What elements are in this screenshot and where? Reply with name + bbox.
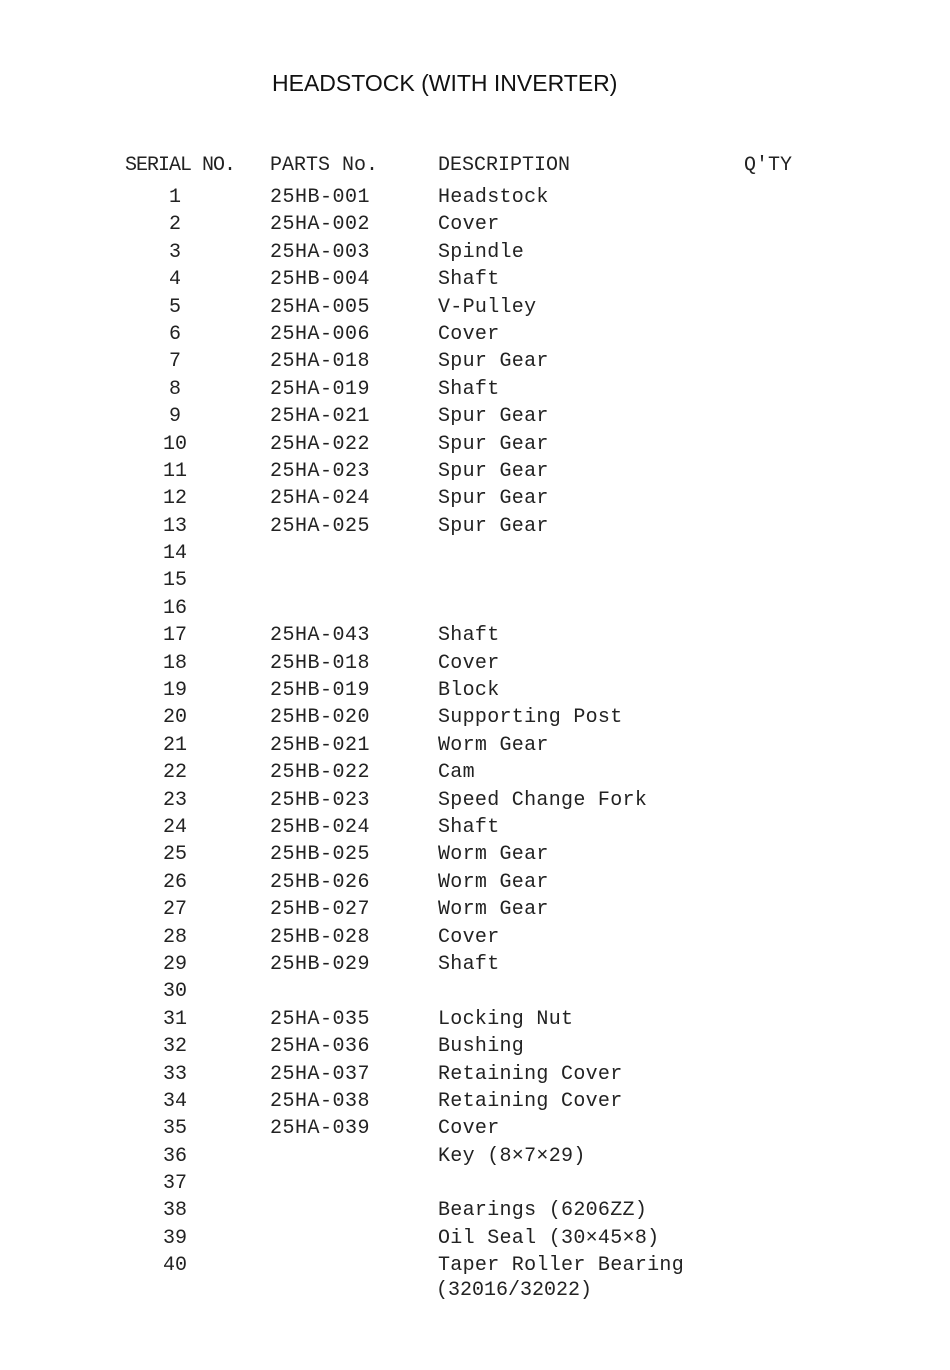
table-row bbox=[0, 704, 950, 731]
part-no-cell: 25HA-035 bbox=[270, 1007, 371, 1031]
description-continuation: (32016/32022) bbox=[436, 1279, 593, 1302]
serial-cell: 33 bbox=[162, 1062, 187, 1086]
table-row bbox=[0, 376, 950, 403]
serial-cell: 12 bbox=[162, 487, 187, 511]
part-no-cell: 25HA-037 bbox=[270, 1062, 371, 1086]
description-cell: Worm Gear bbox=[438, 733, 549, 757]
part-no-cell: 25HB-004 bbox=[270, 268, 371, 292]
description-cell: Spur Gear bbox=[438, 432, 549, 456]
part-no-cell: 25HB-027 bbox=[270, 898, 371, 922]
serial-cell: 40 bbox=[162, 1254, 187, 1278]
description-cell: Spur Gear bbox=[438, 405, 549, 429]
description-cell: Spur Gear bbox=[438, 487, 549, 511]
part-no-cell: 25HA-023 bbox=[270, 459, 371, 483]
serial-cell: 18 bbox=[162, 651, 187, 675]
serial-cell: 26 bbox=[162, 870, 187, 894]
part-no-cell: 25HB-018 bbox=[270, 651, 371, 675]
serial-cell: 19 bbox=[162, 679, 187, 703]
part-no-cell: 25HA-003 bbox=[270, 240, 371, 264]
part-no-cell: 25HB-024 bbox=[270, 815, 371, 839]
description-cell: Worm Gear bbox=[438, 843, 549, 867]
serial-cell: 10 bbox=[162, 432, 187, 456]
description-cell: Retaining Cover bbox=[438, 1062, 623, 1086]
serial-cell: 22 bbox=[162, 761, 187, 785]
part-no-cell: 25HB-021 bbox=[270, 733, 371, 757]
description-cell: Taper Roller Bearing bbox=[438, 1254, 685, 1278]
description-cell: Spindle bbox=[438, 240, 525, 264]
table-row bbox=[0, 348, 950, 375]
serial-cell: 32 bbox=[162, 1035, 187, 1059]
table-row bbox=[0, 1170, 950, 1197]
table-row bbox=[0, 184, 950, 211]
description-cell: Bushing bbox=[438, 1035, 525, 1059]
description-cell: Speed Change Fork bbox=[438, 788, 648, 812]
description-cell: Shaft bbox=[438, 377, 500, 401]
serial-cell: 5 bbox=[168, 295, 181, 319]
serial-cell: 31 bbox=[162, 1007, 187, 1031]
description-cell: Cover bbox=[438, 925, 500, 949]
table-row bbox=[0, 595, 950, 622]
table-row bbox=[0, 759, 950, 786]
serial-cell: 4 bbox=[168, 268, 181, 292]
table-row bbox=[0, 1115, 950, 1142]
description-cell: Cover bbox=[438, 322, 500, 346]
table-row bbox=[0, 896, 950, 923]
table-row bbox=[0, 787, 950, 814]
serial-cell: 3 bbox=[168, 240, 181, 264]
serial-cell: 13 bbox=[162, 514, 187, 538]
table-row bbox=[0, 841, 950, 868]
table-row bbox=[0, 458, 950, 485]
column-header-description: DESCRIPTION bbox=[438, 154, 571, 177]
column-header-serial: SERIAL NO. bbox=[125, 154, 236, 177]
part-no-cell: 25HA-019 bbox=[270, 377, 371, 401]
part-no-cell: 25HB-019 bbox=[270, 679, 371, 703]
description-cell: Spur Gear bbox=[438, 514, 549, 538]
serial-cell: 17 bbox=[162, 624, 187, 648]
part-no-cell: 25HB-026 bbox=[270, 870, 371, 894]
table-row bbox=[0, 321, 950, 348]
part-no-cell: 25HA-038 bbox=[270, 1089, 371, 1113]
description-cell: Spur Gear bbox=[438, 459, 549, 483]
description-cell: Oil Seal (30×45×8) bbox=[438, 1226, 660, 1250]
table-row bbox=[0, 211, 950, 238]
serial-cell: 9 bbox=[168, 405, 181, 429]
table-row bbox=[0, 978, 950, 1005]
part-no-cell: 25HA-005 bbox=[270, 295, 371, 319]
serial-cell: 28 bbox=[162, 925, 187, 949]
description-cell: Retaining Cover bbox=[438, 1089, 623, 1113]
table-row bbox=[0, 1061, 950, 1088]
description-cell: Cam bbox=[438, 761, 475, 785]
description-cell: Shaft bbox=[438, 815, 500, 839]
serial-cell: 27 bbox=[162, 898, 187, 922]
table-row bbox=[0, 431, 950, 458]
part-no-cell: 25HA-025 bbox=[270, 514, 371, 538]
part-no-cell: 25HB-025 bbox=[270, 843, 371, 867]
serial-cell: 21 bbox=[162, 733, 187, 757]
table-row bbox=[0, 567, 950, 594]
description-cell: V-Pulley bbox=[438, 295, 537, 319]
table-row bbox=[0, 294, 950, 321]
serial-cell: 35 bbox=[162, 1117, 187, 1141]
table-row bbox=[0, 814, 950, 841]
part-no-cell: 25HB-020 bbox=[270, 706, 371, 730]
serial-cell: 6 bbox=[168, 322, 181, 346]
description-cell: Shaft bbox=[438, 952, 500, 976]
parts-table bbox=[0, 184, 950, 1280]
part-no-cell: 25HA-022 bbox=[270, 432, 371, 456]
description-cell: Shaft bbox=[438, 624, 500, 648]
serial-cell: 36 bbox=[162, 1144, 187, 1168]
description-cell: Locking Nut bbox=[438, 1007, 574, 1031]
description-cell: Cover bbox=[438, 651, 500, 675]
description-cell: Spur Gear bbox=[438, 350, 549, 374]
serial-cell: 23 bbox=[162, 788, 187, 812]
description-cell: Supporting Post bbox=[438, 706, 623, 730]
table-row bbox=[0, 485, 950, 512]
column-header-qty: Q'TY bbox=[744, 154, 793, 177]
description-cell: Bearings (6206ZZ) bbox=[438, 1199, 648, 1223]
table-row bbox=[0, 266, 950, 293]
table-row bbox=[0, 540, 950, 567]
description-cell: Key (8×7×29) bbox=[438, 1144, 586, 1168]
serial-cell: 29 bbox=[162, 952, 187, 976]
part-no-cell: 25HA-039 bbox=[270, 1117, 371, 1141]
table-row bbox=[0, 1033, 950, 1060]
part-no-cell: 25HA-002 bbox=[270, 213, 371, 237]
description-cell: Shaft bbox=[438, 268, 500, 292]
table-row bbox=[0, 1252, 950, 1279]
table-row bbox=[0, 677, 950, 704]
serial-cell: 39 bbox=[162, 1226, 187, 1250]
part-no-cell: 25HA-006 bbox=[270, 322, 371, 346]
part-no-cell: 25HA-021 bbox=[270, 405, 371, 429]
table-row bbox=[0, 513, 950, 540]
table-row bbox=[0, 869, 950, 896]
page-title: HEADSTOCK (WITH INVERTER) bbox=[272, 70, 618, 96]
table-row bbox=[0, 1197, 950, 1224]
table-row bbox=[0, 650, 950, 677]
table-row bbox=[0, 403, 950, 430]
part-no-cell: 25HB-022 bbox=[270, 761, 371, 785]
part-no-cell: 25HA-036 bbox=[270, 1035, 371, 1059]
description-cell: Cover bbox=[438, 213, 500, 237]
serial-cell: 15 bbox=[162, 569, 187, 593]
part-no-cell: 25HB-023 bbox=[270, 788, 371, 812]
part-no-cell: 25HA-018 bbox=[270, 350, 371, 374]
serial-cell: 37 bbox=[162, 1172, 187, 1196]
part-no-cell: 25HA-024 bbox=[270, 487, 371, 511]
table-row bbox=[0, 924, 950, 951]
serial-cell: 11 bbox=[162, 459, 187, 483]
table-row bbox=[0, 732, 950, 759]
description-cell: Worm Gear bbox=[438, 898, 549, 922]
serial-cell: 30 bbox=[162, 980, 187, 1004]
serial-cell: 25 bbox=[162, 843, 187, 867]
part-no-cell: 25HB-001 bbox=[270, 186, 371, 209]
description-cell: Block bbox=[438, 679, 500, 703]
serial-cell: 2 bbox=[168, 213, 181, 237]
serial-cell: 34 bbox=[162, 1089, 187, 1113]
part-no-cell: 25HA-043 bbox=[270, 624, 371, 648]
description-cell: Headstock bbox=[438, 186, 549, 209]
table-row bbox=[0, 1006, 950, 1033]
serial-cell: 20 bbox=[162, 706, 187, 730]
serial-cell: 14 bbox=[162, 542, 187, 566]
description-cell: Worm Gear bbox=[438, 870, 549, 894]
table-row bbox=[0, 1225, 950, 1252]
table-row bbox=[0, 1143, 950, 1170]
serial-cell: 1 bbox=[168, 186, 181, 209]
description-cell: Cover bbox=[438, 1117, 500, 1141]
part-no-cell: 25HB-029 bbox=[270, 952, 371, 976]
table-header bbox=[0, 154, 950, 182]
serial-cell: 24 bbox=[162, 815, 187, 839]
table-row bbox=[0, 1088, 950, 1115]
serial-cell: 7 bbox=[168, 350, 181, 374]
serial-cell: 38 bbox=[162, 1199, 187, 1223]
serial-cell: 8 bbox=[168, 377, 181, 401]
table-row bbox=[0, 622, 950, 649]
table-row bbox=[0, 951, 950, 978]
serial-cell: 16 bbox=[162, 596, 187, 620]
part-no-cell: 25HB-028 bbox=[270, 925, 371, 949]
table-row bbox=[0, 239, 950, 266]
column-header-part-no: PARTS No. bbox=[270, 154, 379, 177]
